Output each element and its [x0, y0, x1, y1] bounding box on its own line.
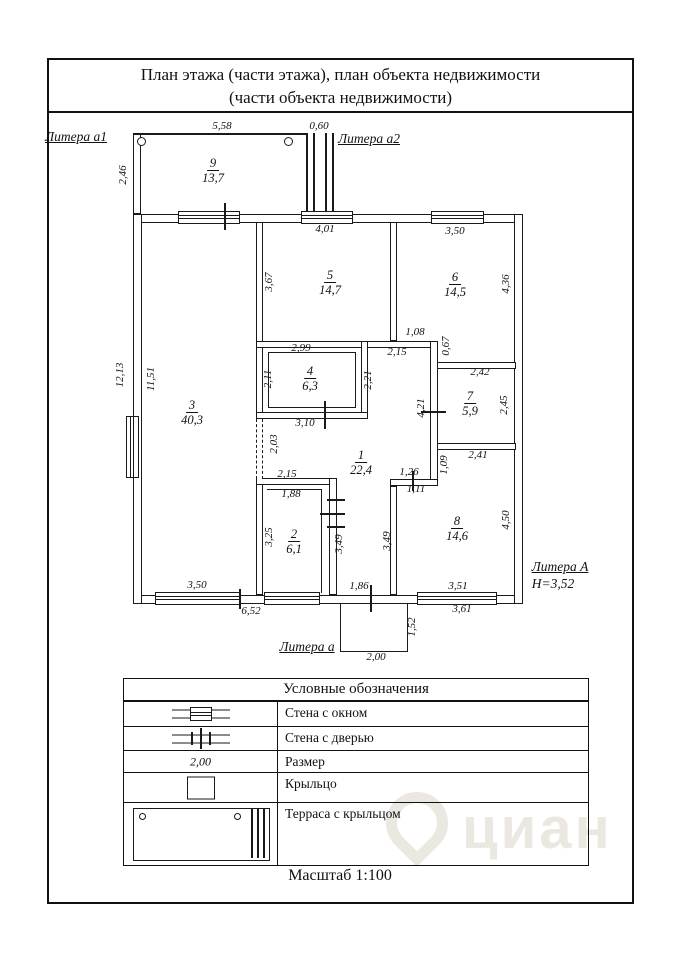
- legend-symbol-part: [191, 732, 193, 745]
- legend-label: Крыльцо: [285, 776, 337, 791]
- dimension-label: 2,45: [498, 395, 510, 415]
- dimension-label: 1,26: [399, 466, 419, 478]
- legend-symbol-door-wall: [124, 727, 278, 750]
- room-label: [350, 448, 372, 478]
- dimension-label: 3,61: [452, 603, 472, 615]
- line-segment: [327, 499, 345, 501]
- wall-segment: [514, 214, 523, 604]
- dimension-label: 3,25: [263, 527, 275, 547]
- wall-segment: [256, 341, 437, 348]
- legend-symbol-porch-rect: [124, 773, 278, 802]
- dimension-label: 5,58: [212, 120, 232, 132]
- window-symbol: [178, 211, 240, 224]
- dimension-label: 3,49: [333, 534, 345, 554]
- dimension-label: 4,36: [500, 274, 512, 294]
- watermark-text: циан: [462, 796, 613, 861]
- wall-opening-dashed: [256, 419, 263, 479]
- legend-table: [123, 678, 589, 866]
- porch-outline: [340, 603, 408, 652]
- room-number: 6: [449, 270, 461, 285]
- line-segment: [355, 352, 356, 408]
- terrace-post-icon: [284, 137, 293, 146]
- room-area: 22,4: [350, 463, 372, 478]
- dimension-label: 2,42: [470, 366, 490, 378]
- room-area: 6,3: [302, 379, 318, 394]
- dimension-label: 2,21: [362, 370, 374, 390]
- legend-dim-example: 2,00: [190, 754, 211, 768]
- room-area: 14,6: [446, 529, 468, 544]
- dimension-label: 1,08: [405, 326, 425, 338]
- dimension-label: 1,09: [438, 455, 450, 475]
- line-segment: [268, 407, 356, 408]
- dimension-label: 2,03: [268, 434, 280, 454]
- terrace-post-icon: [137, 137, 146, 146]
- room-area: 40,3: [181, 413, 203, 428]
- legend-row: [124, 701, 588, 726]
- legend-label: Стена с окном: [285, 705, 368, 720]
- room-number: 5: [324, 268, 336, 283]
- door-tick: [324, 401, 326, 429]
- window-symbol: [155, 592, 240, 605]
- dimension-label: 3,49: [381, 531, 393, 551]
- window-symbol: [126, 416, 139, 478]
- room-label: [462, 389, 478, 419]
- dimension-label: 3,51: [448, 580, 468, 592]
- legend-row: [124, 726, 588, 750]
- room-number: 7: [464, 389, 476, 404]
- dimension-label: 3,50: [187, 579, 207, 591]
- room-number: 1: [355, 448, 367, 463]
- dimension-label: 2,15: [387, 346, 407, 358]
- dimension-label: 2,46: [117, 165, 129, 185]
- legend-symbol-part: [139, 813, 146, 820]
- dimension-label: 2,00: [366, 651, 386, 663]
- legend-symbol-part: [187, 776, 215, 799]
- legend-symbol-terrace: [124, 803, 278, 865]
- dimension-label: 4,21: [415, 398, 427, 418]
- dimension-label: 2,99: [291, 342, 311, 354]
- room-area: 13,7: [202, 171, 224, 186]
- room-label: [202, 156, 224, 186]
- line-segment: [313, 133, 315, 214]
- legend-label: Терраса с крыльцом: [285, 806, 401, 821]
- room-number: 9: [207, 156, 219, 171]
- page-title-line1: План этажа (части этажа), план объекта недвижимости: [140, 64, 541, 84]
- litera-label: Литера А: [531, 559, 589, 574]
- dimension-label: 0,67: [440, 336, 452, 356]
- legend-symbol-part: [200, 728, 202, 749]
- legend-symbol-part: [190, 707, 212, 721]
- dimension-label: 3,10: [295, 417, 315, 429]
- litera-label: Литера а2: [337, 131, 401, 146]
- line-segment: [133, 133, 308, 135]
- dimension-label: 4,50: [500, 510, 512, 530]
- legend-symbol-part: [257, 809, 259, 858]
- dimension-label: 12,13: [114, 362, 126, 388]
- room-label: [444, 270, 466, 300]
- dimension-label: 3,67: [263, 272, 275, 292]
- wall-segment: [390, 222, 397, 341]
- dimension-label: 2,11: [262, 369, 274, 389]
- legend-symbol-part: [133, 808, 270, 861]
- legend-row: [124, 750, 588, 772]
- line-segment: [325, 133, 327, 214]
- line-segment: [332, 133, 334, 214]
- legend-row: [124, 772, 588, 802]
- room-area: 5,9: [462, 404, 478, 419]
- dimension-label: 0,60: [309, 120, 329, 132]
- door-tick: [320, 513, 345, 515]
- dimension-label: 11,51: [145, 367, 157, 391]
- legend-label: Размер: [285, 754, 325, 769]
- legend-symbol-part: [234, 813, 241, 820]
- scale-label: Масштаб 1:100: [288, 867, 392, 884]
- dimension-label: 1,88: [281, 488, 301, 500]
- dimension-label: 1,52: [406, 617, 418, 637]
- dimension-label: 6,52: [241, 605, 261, 617]
- dimension-label: 3,50: [445, 225, 465, 237]
- dimension-label: 1,86: [349, 580, 369, 592]
- room-number: 3: [186, 398, 198, 413]
- window-symbol: [264, 592, 320, 605]
- room-area: 6,1: [286, 542, 302, 557]
- room-label: [286, 527, 302, 557]
- room-label: [181, 398, 203, 428]
- room-label: [302, 364, 318, 394]
- room-area: 14,5: [444, 285, 466, 300]
- window-symbol: [431, 211, 484, 224]
- door-tick: [224, 203, 226, 230]
- legend-symbol-dim-text: [124, 751, 278, 772]
- line-segment: [268, 352, 356, 353]
- wall-segment: [256, 478, 263, 595]
- page-title-line2: (части объекта недвижимости): [228, 87, 453, 107]
- wall-segment: [256, 222, 263, 419]
- room-number: 2: [288, 527, 300, 542]
- title-block: [47, 58, 634, 113]
- legend-label: Стена с дверью: [285, 730, 374, 745]
- room-number: 4: [304, 364, 316, 379]
- legend-row: [124, 802, 588, 865]
- legend-header: Условные обозначения: [124, 679, 588, 701]
- room-number: 8: [451, 514, 463, 529]
- legend-symbol-window-wall: [124, 702, 278, 726]
- line-segment: [327, 526, 345, 528]
- litera-label: Литера а: [279, 639, 335, 654]
- legend-symbol-part: [209, 732, 211, 745]
- legend-symbol-part: [263, 809, 265, 858]
- legend-symbol-part: [251, 809, 253, 858]
- line-segment: [306, 133, 308, 214]
- dimension-label: 2,41: [468, 449, 488, 461]
- room-label: [446, 514, 468, 544]
- room-area: 14,7: [319, 283, 341, 298]
- wall-segment: [133, 214, 142, 604]
- litera-label: Н=3,52: [531, 576, 575, 591]
- dimension-label: 1,11: [406, 483, 426, 495]
- room-label: [319, 268, 341, 298]
- dimension-label: 2,15: [277, 468, 297, 480]
- litera-label: Литера а1: [44, 129, 108, 144]
- line-segment: [321, 489, 322, 593]
- dimension-label: 4,01: [315, 223, 335, 235]
